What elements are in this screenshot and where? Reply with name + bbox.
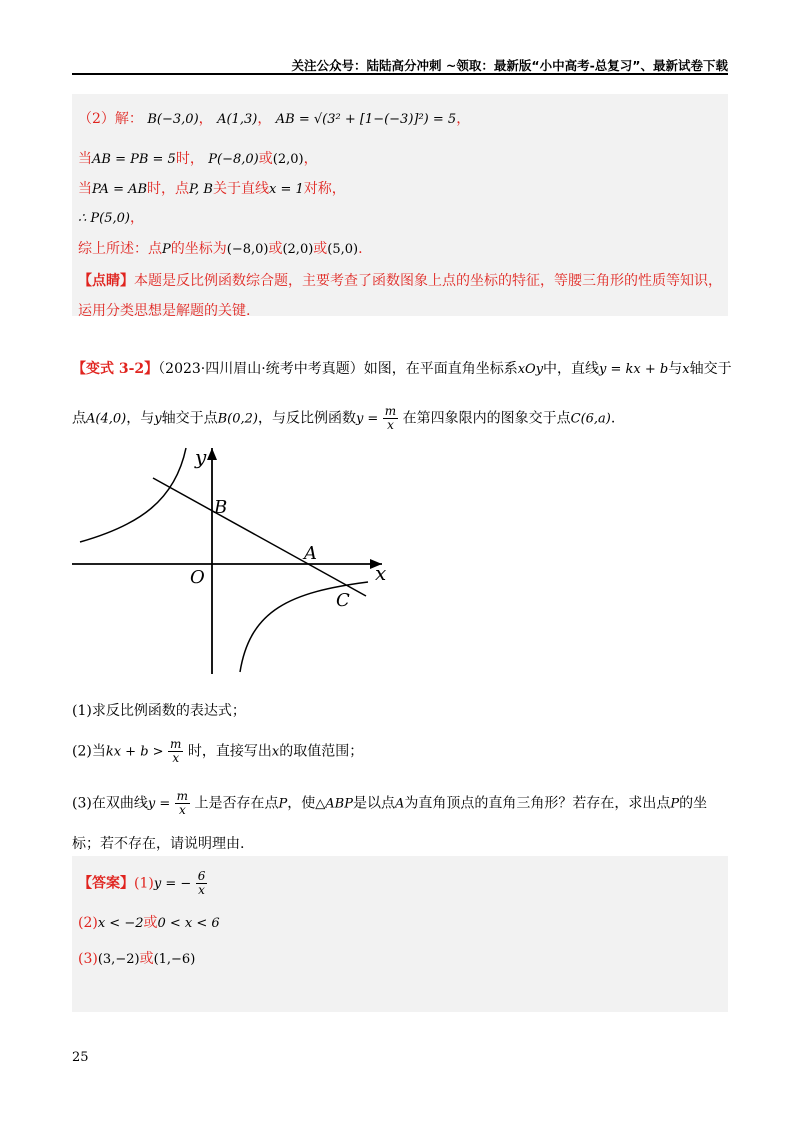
comment-line-2 bbox=[78, 300, 250, 320]
denominator: x bbox=[172, 751, 180, 765]
text: 综上所述：点 bbox=[78, 241, 162, 257]
hyperbola-branch-2 bbox=[80, 448, 186, 542]
math: y = − bbox=[153, 876, 192, 892]
label-o: O bbox=[190, 567, 205, 588]
answer-3 bbox=[78, 948, 195, 968]
text: 时， bbox=[175, 151, 204, 167]
text: . bbox=[610, 410, 616, 427]
label-b: B bbox=[214, 497, 228, 518]
variant-label: 【变式 3-2】 bbox=[72, 361, 159, 377]
math: (2,0) bbox=[282, 242, 314, 257]
math: kx + b > bbox=[105, 744, 164, 760]
math: x bbox=[682, 362, 690, 377]
sep: ， bbox=[456, 111, 471, 127]
text: 与 bbox=[668, 361, 683, 377]
label-c: C bbox=[336, 590, 350, 611]
math: PA = AB bbox=[92, 182, 148, 197]
text: 或 bbox=[258, 151, 273, 167]
math: P(−8,0) bbox=[208, 152, 259, 167]
text: 为直角顶点的直角三角形？若存在，求出点 bbox=[404, 795, 671, 812]
text: (3)在双曲线 bbox=[72, 795, 148, 812]
fraction bbox=[168, 738, 183, 765]
math: (1,−6) bbox=[153, 952, 196, 967]
math: P bbox=[278, 796, 288, 812]
label-a: A bbox=[304, 543, 317, 564]
math: ∴ P(5,0) bbox=[78, 211, 130, 226]
text: 时，直接写出 bbox=[187, 743, 272, 760]
denominator: x bbox=[387, 418, 394, 432]
math: P, B bbox=[189, 182, 213, 197]
part-label: （2）解： bbox=[78, 111, 143, 127]
text: 中，直线 bbox=[543, 361, 600, 377]
label-y: y bbox=[195, 445, 207, 469]
fraction bbox=[383, 405, 398, 432]
text: (1)求反比例函数的表达式； bbox=[72, 703, 246, 719]
text: 时，点 bbox=[147, 181, 190, 197]
variant-line-2 bbox=[72, 405, 615, 432]
text: 关于直线 bbox=[212, 181, 269, 197]
question-3-cont bbox=[72, 833, 244, 853]
text: 的取值范围； bbox=[279, 743, 364, 760]
line-kx-b bbox=[153, 478, 366, 596]
text: 上是否存在点 bbox=[194, 795, 279, 812]
question-3 bbox=[72, 790, 707, 817]
solution-line-1 bbox=[78, 108, 470, 128]
question-2 bbox=[72, 738, 363, 765]
math: y bbox=[154, 411, 162, 427]
label-x: x bbox=[375, 561, 387, 585]
fraction bbox=[175, 790, 190, 817]
numerator: m bbox=[176, 789, 189, 803]
math: (−8,0) bbox=[226, 242, 269, 257]
solution-line-3 bbox=[78, 178, 346, 198]
math: xOy bbox=[517, 362, 544, 377]
math: x bbox=[271, 744, 280, 760]
page-header: 关注公众号：陆陆高分冲刺 ~领取：最新版“小中高考-总复习”、最新试卷下载 bbox=[291, 58, 728, 73]
text: 本题是反比例函数综合题，主要考查了函数图象上点的坐标的特征，等腰三角形的性质等知识， bbox=[134, 273, 722, 289]
text: (2)当 bbox=[72, 743, 106, 760]
coordinate-figure bbox=[70, 440, 400, 680]
math: C(6,a) bbox=[570, 411, 611, 427]
point-a: A(1,3) bbox=[217, 112, 258, 127]
answer-label: 【答案】 bbox=[78, 875, 134, 892]
comment-line-1 bbox=[78, 270, 722, 290]
answer-2 bbox=[78, 912, 220, 932]
math: P bbox=[162, 242, 171, 257]
text: 当 bbox=[78, 151, 92, 167]
solution-line-2 bbox=[78, 148, 318, 168]
math: (2,0) bbox=[272, 152, 304, 167]
math: B(0,2) bbox=[217, 411, 258, 427]
text: (3) bbox=[78, 951, 98, 967]
text: (1) bbox=[134, 875, 154, 892]
text: ， bbox=[303, 151, 318, 167]
ab-formula: AB = √(3² + [1−(−3)]²) = 5 bbox=[275, 112, 457, 127]
numerator: 6 bbox=[197, 869, 206, 883]
math: (3,−2) bbox=[97, 952, 140, 967]
text: . bbox=[358, 241, 363, 257]
numerator: m bbox=[384, 404, 397, 418]
answer-1 bbox=[78, 870, 207, 897]
text: 是以点 bbox=[352, 795, 395, 812]
math: y = kx + b bbox=[599, 362, 669, 377]
text: ，与 bbox=[126, 410, 155, 427]
text: 的坐标为 bbox=[170, 241, 227, 257]
text: 轴交于点 bbox=[161, 410, 218, 427]
denominator: x bbox=[198, 883, 205, 897]
math: (5,0) bbox=[327, 242, 359, 257]
math: P bbox=[670, 796, 680, 812]
variant-line-1 bbox=[72, 358, 732, 378]
text: (2) bbox=[78, 915, 98, 931]
question-1 bbox=[72, 700, 246, 720]
y-axis-arrow bbox=[207, 448, 217, 460]
math: A bbox=[394, 796, 405, 812]
math: 0 < x < 6 bbox=[157, 916, 220, 931]
text: 点 bbox=[72, 410, 86, 427]
denominator: x bbox=[178, 803, 186, 817]
math: △ABP bbox=[315, 796, 353, 812]
text: 或 bbox=[313, 241, 328, 257]
text: 的坐 bbox=[679, 795, 708, 812]
text: 或 bbox=[139, 951, 154, 967]
solution-line-4 bbox=[78, 207, 144, 227]
text: ，与反比例函数 bbox=[257, 410, 356, 427]
fraction bbox=[196, 870, 208, 897]
math: y = bbox=[147, 796, 171, 812]
math: x < −2 bbox=[97, 916, 144, 931]
sep: ， bbox=[198, 111, 213, 127]
point-b: B(−3,0) bbox=[147, 112, 199, 127]
text: ，使 bbox=[287, 795, 316, 812]
math: y = bbox=[355, 411, 379, 427]
text: 如图，在平面直角坐标系 bbox=[363, 361, 518, 377]
math: A(4,0) bbox=[86, 411, 127, 427]
math: AB = PB = 5 bbox=[92, 152, 176, 167]
solution-line-5 bbox=[78, 238, 363, 258]
source: （2023·四川眉山·统考中考真题） bbox=[158, 361, 364, 377]
text: 或 bbox=[268, 241, 283, 257]
text: 轴交于 bbox=[689, 361, 732, 377]
text: 或 bbox=[143, 915, 158, 931]
text: 当 bbox=[78, 181, 92, 197]
text: 在第四象限内的图象交于点 bbox=[402, 410, 571, 427]
sep: ， bbox=[257, 111, 272, 127]
math: x = 1 bbox=[268, 182, 304, 197]
text: ， bbox=[129, 210, 144, 226]
text: 运用分类思想是解题的关键. bbox=[78, 303, 251, 319]
comment-label: 【点睛】 bbox=[78, 273, 134, 289]
numerator: m bbox=[170, 737, 182, 751]
page-number: 25 bbox=[72, 1050, 89, 1065]
header-rule bbox=[72, 73, 728, 75]
text: 标；若不存在，请说明理由. bbox=[72, 836, 245, 852]
text: 对称， bbox=[303, 181, 346, 197]
